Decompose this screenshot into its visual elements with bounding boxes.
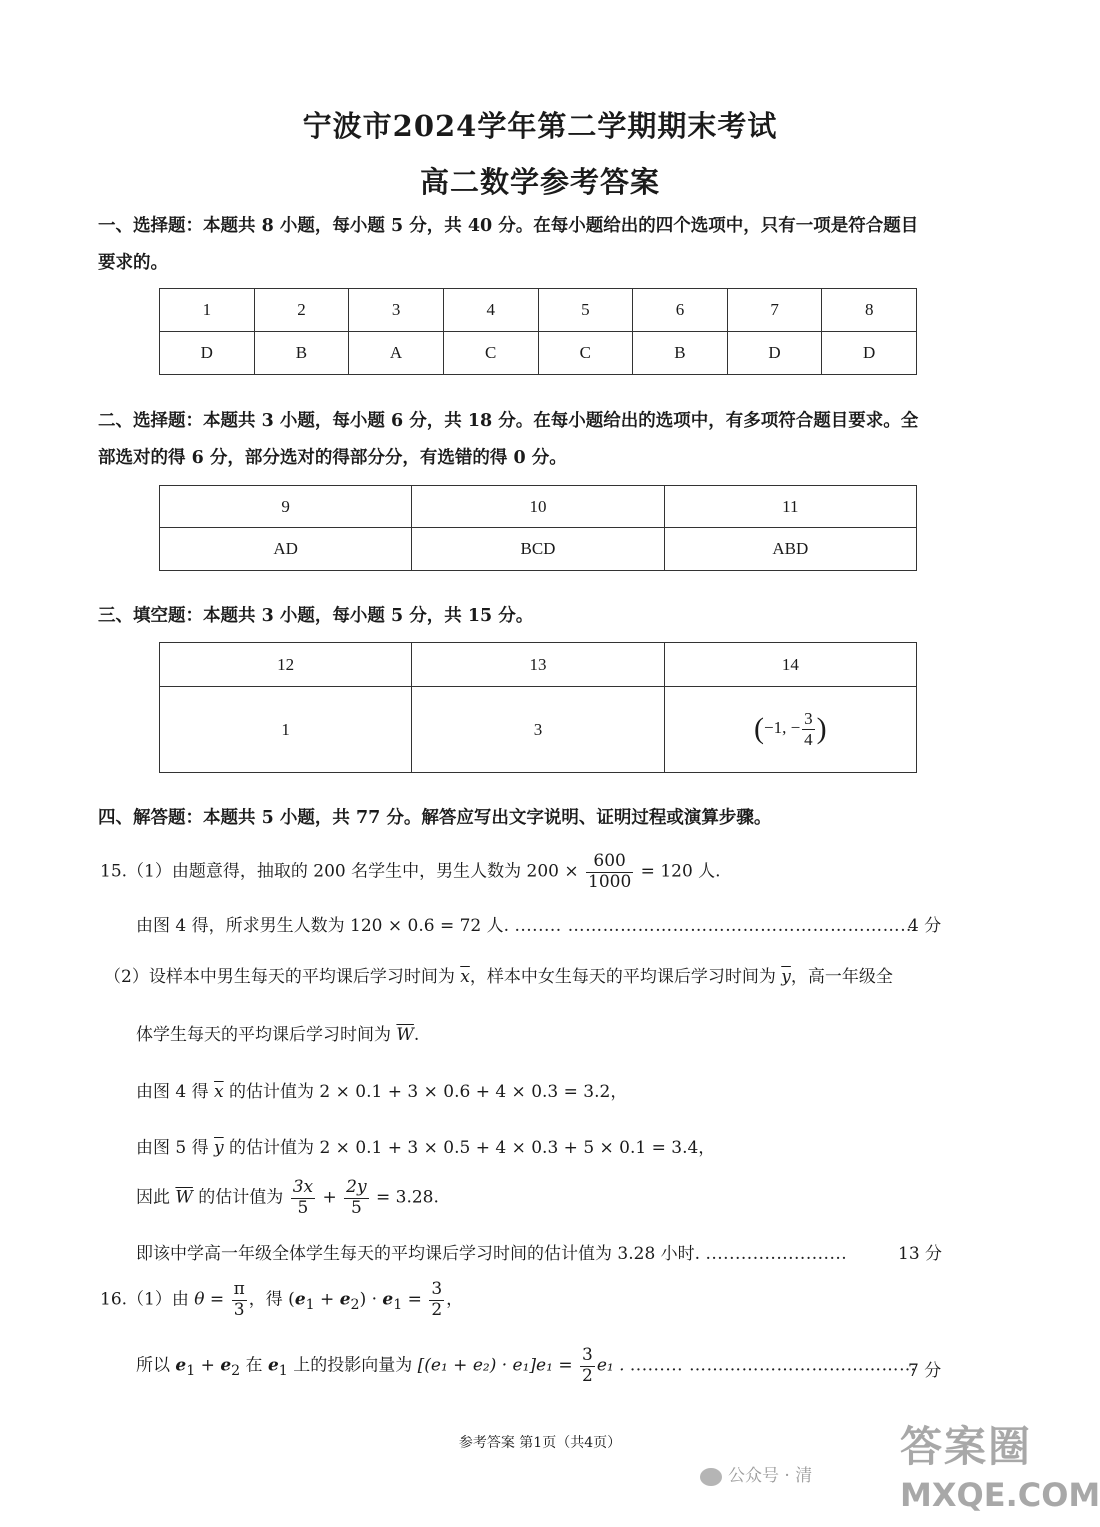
part2-answer-table (159, 485, 917, 571)
table-cell: D (822, 332, 917, 375)
part1-answer-table (159, 288, 917, 375)
part2-heading: 二、选择题：本题共 3 小题，每小题 6 分，共 18 分。在每小题给出的选项中，有多项符合题目要求。全 部选对的得 6 分，部分选对的得部分分，有选错的得 0 分。 (98, 411, 919, 468)
q15-line8: 即该中学高一年级全体学生每天的平均课后学习时间的估计值为 3.28 小时. ........................ (136, 1244, 848, 1264)
table-cell: A (349, 332, 444, 375)
score-label: 7 分 (908, 1361, 942, 1381)
q16-line1: 16.（1）由 θ = $\frac{\pi}{3}$ ，得 $(e_1 + e_2) \cdot e_1$ = $\frac{3}{2}$ ， (100, 1279, 464, 1320)
answer-title: 高二数学参考答案 (419, 165, 660, 199)
q15-line2: 由图 4 得，所求男生人数为 120 × 0.6 = 72 人. ........ …………………………………………………… (136, 916, 918, 936)
table-cell: 8 (822, 289, 917, 332)
part1-heading: 一、选择题：本题共 8 小题，每小题 5 分，共 40 分。在每小题给出的四个选项中，只有一项是符合题目 要求的。 (98, 216, 919, 273)
part3-answer-table (159, 642, 917, 773)
q15-line3: （2）设样本中男生每天的平均课后学习时间为 $\overline{x}$，样本中女生每天的平均课后学习时间为 $\overline{y}$，高一年级全 (104, 967, 893, 987)
fraction: $\frac{\pi}{3}$ (233, 1279, 245, 1320)
table-cell: 7 (727, 289, 822, 332)
fraction: $\frac{3}{4}$ (804, 709, 813, 749)
table-cell: (−1, − $\frac{3}{4}$ ) (664, 687, 916, 773)
table-cell: 11 (664, 486, 916, 528)
q15-line4: 体学生每天的平均课后学习时间为 $\overline{W}$. (136, 1025, 420, 1045)
fraction: $\frac{600}{1000}$ (588, 851, 632, 892)
fraction: $\frac{3}{2}$ (431, 1279, 443, 1320)
wechat-icon (700, 1468, 722, 1486)
table-cell: 4 (443, 289, 538, 332)
part4-heading: 四、解答题：本题共 5 小题，共 77 分。解答应写出文字说明、证明过程或演算步骤。 (98, 808, 772, 828)
table-cell: ABD (664, 528, 916, 571)
table-cell: 6 (633, 289, 728, 332)
table-cell: 3 (349, 289, 444, 332)
table-cell: 13 (412, 643, 664, 687)
table-cell: 5 (538, 289, 633, 332)
table-cell: 12 (160, 643, 412, 687)
table-cell: B (633, 332, 728, 375)
q15-line6: 由图 5 得 $\overline{y}$ 的估计值为 2 × 0.1 + 3 × 0.5 + 4 × 0.3 + 5 × 0.1 = 3.4， (136, 1138, 716, 1158)
table-cell: C (443, 332, 538, 375)
table-cell: D (160, 332, 255, 375)
q15-line5: 由图 4 得 $\overline{x}$ 的估计值为 2 × 0.1 + 3 × 0.6 + 4 × 0.3 = 3.2， (136, 1082, 628, 1102)
page-footer: 参考答案 第1页（共4页） (458, 1435, 622, 1451)
fraction: $\frac{2y}{5}$ (346, 1177, 367, 1218)
table-cell: 3 (412, 687, 664, 773)
q16-line2: 所以 $e_1 + e_2$ 在 $e_1$ 上的投影向量为 [(e₁ + e₂) · e₁]e₁ = $\frac{3}{2}$ e₁ . ......... ………………………………… (136, 1345, 917, 1386)
fraction: $\frac{3x}{5}$ (292, 1177, 314, 1218)
table-cell: BCD (412, 528, 664, 571)
score-label: 13 分 (898, 1244, 943, 1264)
fraction: $\frac{3}{2}$ (581, 1345, 593, 1386)
watermark-url: MXQE.COM (900, 1476, 1100, 1514)
score-label: 4 分 (908, 916, 942, 936)
table-cell: 2 (254, 289, 349, 332)
q15-line7: 因此 $\overline{W}$ 的估计值为 $\frac{3x}{5}$ + $\frac{2y}{5}$ = 3.28. (136, 1177, 439, 1218)
exam-title: 宁波市2024学年第二学期期末考试 (302, 109, 778, 143)
table-cell: 9 (160, 486, 412, 528)
table-cell: 1 (160, 289, 255, 332)
table-cell: D (727, 332, 822, 375)
part3-heading: 三、填空题：本题共 3 小题，每小题 5 分，共 15 分。 (98, 606, 534, 626)
table-cell: 14 (664, 643, 916, 687)
table-cell: B (254, 332, 349, 375)
watermark-wechat: 公众号 · 清 (700, 1461, 812, 1486)
table-cell: 10 (412, 486, 664, 528)
q15-line1: 15.（1）由题意得，抽取的 200 名学生中，男生人数为 200 × $\frac{600}{1000}$ = 120 人. (100, 851, 721, 892)
table-cell: 1 (160, 687, 412, 773)
watermark-logo: 答案圈 (900, 1422, 1033, 1471)
table-cell: C (538, 332, 633, 375)
table-cell: AD (160, 528, 412, 571)
